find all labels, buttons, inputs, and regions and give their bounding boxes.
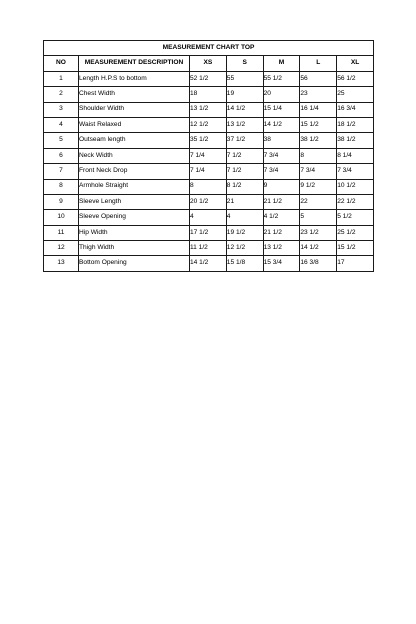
row-number: 10 — [44, 210, 79, 225]
value-s: 37 1/2 — [226, 133, 263, 148]
value-xs: 11 1/2 — [190, 241, 227, 256]
value-m: 21 1/2 — [263, 225, 300, 240]
value-l: 9 1/2 — [300, 179, 337, 194]
value-m: 38 — [263, 133, 300, 148]
header-description: MEASUREMENT DESCRIPTION — [79, 56, 190, 71]
value-s: 14 1/2 — [226, 102, 263, 117]
value-xs: 7 1/4 — [190, 148, 227, 163]
table-row — [44, 210, 374, 225]
value-l: 56 — [300, 71, 337, 86]
value-xl: 5 1/2 — [337, 210, 374, 225]
header-m: M — [263, 56, 300, 71]
row-number: 11 — [44, 225, 79, 240]
value-m: 4 1/2 — [263, 210, 300, 225]
row-description: Thigh Width — [79, 241, 190, 256]
value-xs: 18 — [190, 87, 227, 102]
row-number: 8 — [44, 179, 79, 194]
table-row — [44, 117, 374, 132]
value-xs: 17 1/2 — [190, 225, 227, 240]
value-xl: 56 1/2 — [337, 71, 374, 86]
table-row — [44, 133, 374, 148]
value-s: 13 1/2 — [226, 117, 263, 132]
row-description: Sleeve Length — [79, 194, 190, 209]
value-l: 23 — [300, 87, 337, 102]
value-l: 8 — [300, 148, 337, 163]
table-row — [44, 71, 374, 86]
value-l: 16 1/4 — [300, 102, 337, 117]
value-s: 21 — [226, 194, 263, 209]
row-description: Sleeve Opening — [79, 210, 190, 225]
value-l: 15 1/2 — [300, 117, 337, 132]
value-xs: 4 — [190, 210, 227, 225]
row-number: 9 — [44, 194, 79, 209]
row-description: Waist Relaxed — [79, 117, 190, 132]
value-s: 19 — [226, 87, 263, 102]
row-number: 6 — [44, 148, 79, 163]
row-number: 5 — [44, 133, 79, 148]
row-description: Shoulder Width — [79, 102, 190, 117]
table-row — [44, 256, 374, 271]
row-number: 13 — [44, 256, 79, 271]
table-row — [44, 102, 374, 117]
value-l: 5 — [300, 210, 337, 225]
value-m: 13 1/2 — [263, 241, 300, 256]
row-description: Outseam length — [79, 133, 190, 148]
table-row — [44, 241, 374, 256]
value-s: 7 1/2 — [226, 148, 263, 163]
title-row — [44, 41, 374, 56]
value-s: 7 1/2 — [226, 164, 263, 179]
value-l: 38 1/2 — [300, 133, 337, 148]
value-m: 21 1/2 — [263, 194, 300, 209]
table-row — [44, 164, 374, 179]
value-l: 22 — [300, 194, 337, 209]
header-row — [44, 56, 374, 71]
value-xs: 14 1/2 — [190, 256, 227, 271]
row-description: Length H.P.S to bottom — [79, 71, 190, 86]
chart-title: MEASUREMENT CHART TOP — [44, 41, 374, 56]
value-s: 8 1/2 — [226, 179, 263, 194]
table-row — [44, 225, 374, 240]
value-m: 15 3/4 — [263, 256, 300, 271]
value-s: 15 1/8 — [226, 256, 263, 271]
value-m: 20 — [263, 87, 300, 102]
row-number: 4 — [44, 117, 79, 132]
row-description: Bottom Opening — [79, 256, 190, 271]
value-m: 9 — [263, 179, 300, 194]
value-xl: 8 1/4 — [337, 148, 374, 163]
row-number: 1 — [44, 71, 79, 86]
value-xl: 18 1/2 — [337, 117, 374, 132]
value-xl: 7 3/4 — [337, 164, 374, 179]
row-description: Chest Width — [79, 87, 190, 102]
value-xs: 8 — [190, 179, 227, 194]
header-l: L — [300, 56, 337, 71]
value-xl: 10 1/2 — [337, 179, 374, 194]
value-xl: 25 — [337, 87, 374, 102]
value-m: 15 1/4 — [263, 102, 300, 117]
value-l: 16 3/8 — [300, 256, 337, 271]
table-row — [44, 194, 374, 209]
value-xs: 20 1/2 — [190, 194, 227, 209]
value-xs: 12 1/2 — [190, 117, 227, 132]
value-xl: 15 1/2 — [337, 241, 374, 256]
value-s: 19 1/2 — [226, 225, 263, 240]
value-xl: 38 1/2 — [337, 133, 374, 148]
value-m: 55 1/2 — [263, 71, 300, 86]
row-number: 12 — [44, 241, 79, 256]
table-row — [44, 87, 374, 102]
value-xl: 22 1/2 — [337, 194, 374, 209]
value-m: 7 3/4 — [263, 164, 300, 179]
value-xl: 16 3/4 — [337, 102, 374, 117]
value-xs: 13 1/2 — [190, 102, 227, 117]
value-l: 14 1/2 — [300, 241, 337, 256]
value-s: 12 1/2 — [226, 241, 263, 256]
measurement-chart-table — [43, 40, 374, 272]
header-xl: XL — [337, 56, 374, 71]
value-l: 23 1/2 — [300, 225, 337, 240]
value-xs: 35 1/2 — [190, 133, 227, 148]
row-number: 7 — [44, 164, 79, 179]
value-xs: 7 1/4 — [190, 164, 227, 179]
measurement-chart-sheet — [43, 40, 373, 272]
value-xl: 17 — [337, 256, 374, 271]
row-number: 2 — [44, 87, 79, 102]
header-s: S — [226, 56, 263, 71]
row-number: 3 — [44, 102, 79, 117]
row-description: Front Neck Drop — [79, 164, 190, 179]
row-description: Hip Width — [79, 225, 190, 240]
value-m: 7 3/4 — [263, 148, 300, 163]
header-no: NO — [44, 56, 79, 71]
value-s: 4 — [226, 210, 263, 225]
value-m: 14 1/2 — [263, 117, 300, 132]
table-row — [44, 148, 374, 163]
value-xl: 25 1/2 — [337, 225, 374, 240]
value-xs: 52 1/2 — [190, 71, 227, 86]
row-description: Armhole Straight — [79, 179, 190, 194]
table-row — [44, 179, 374, 194]
row-description: Neck Width — [79, 148, 190, 163]
value-s: 55 — [226, 71, 263, 86]
header-xs: XS — [190, 56, 227, 71]
value-l: 7 3/4 — [300, 164, 337, 179]
